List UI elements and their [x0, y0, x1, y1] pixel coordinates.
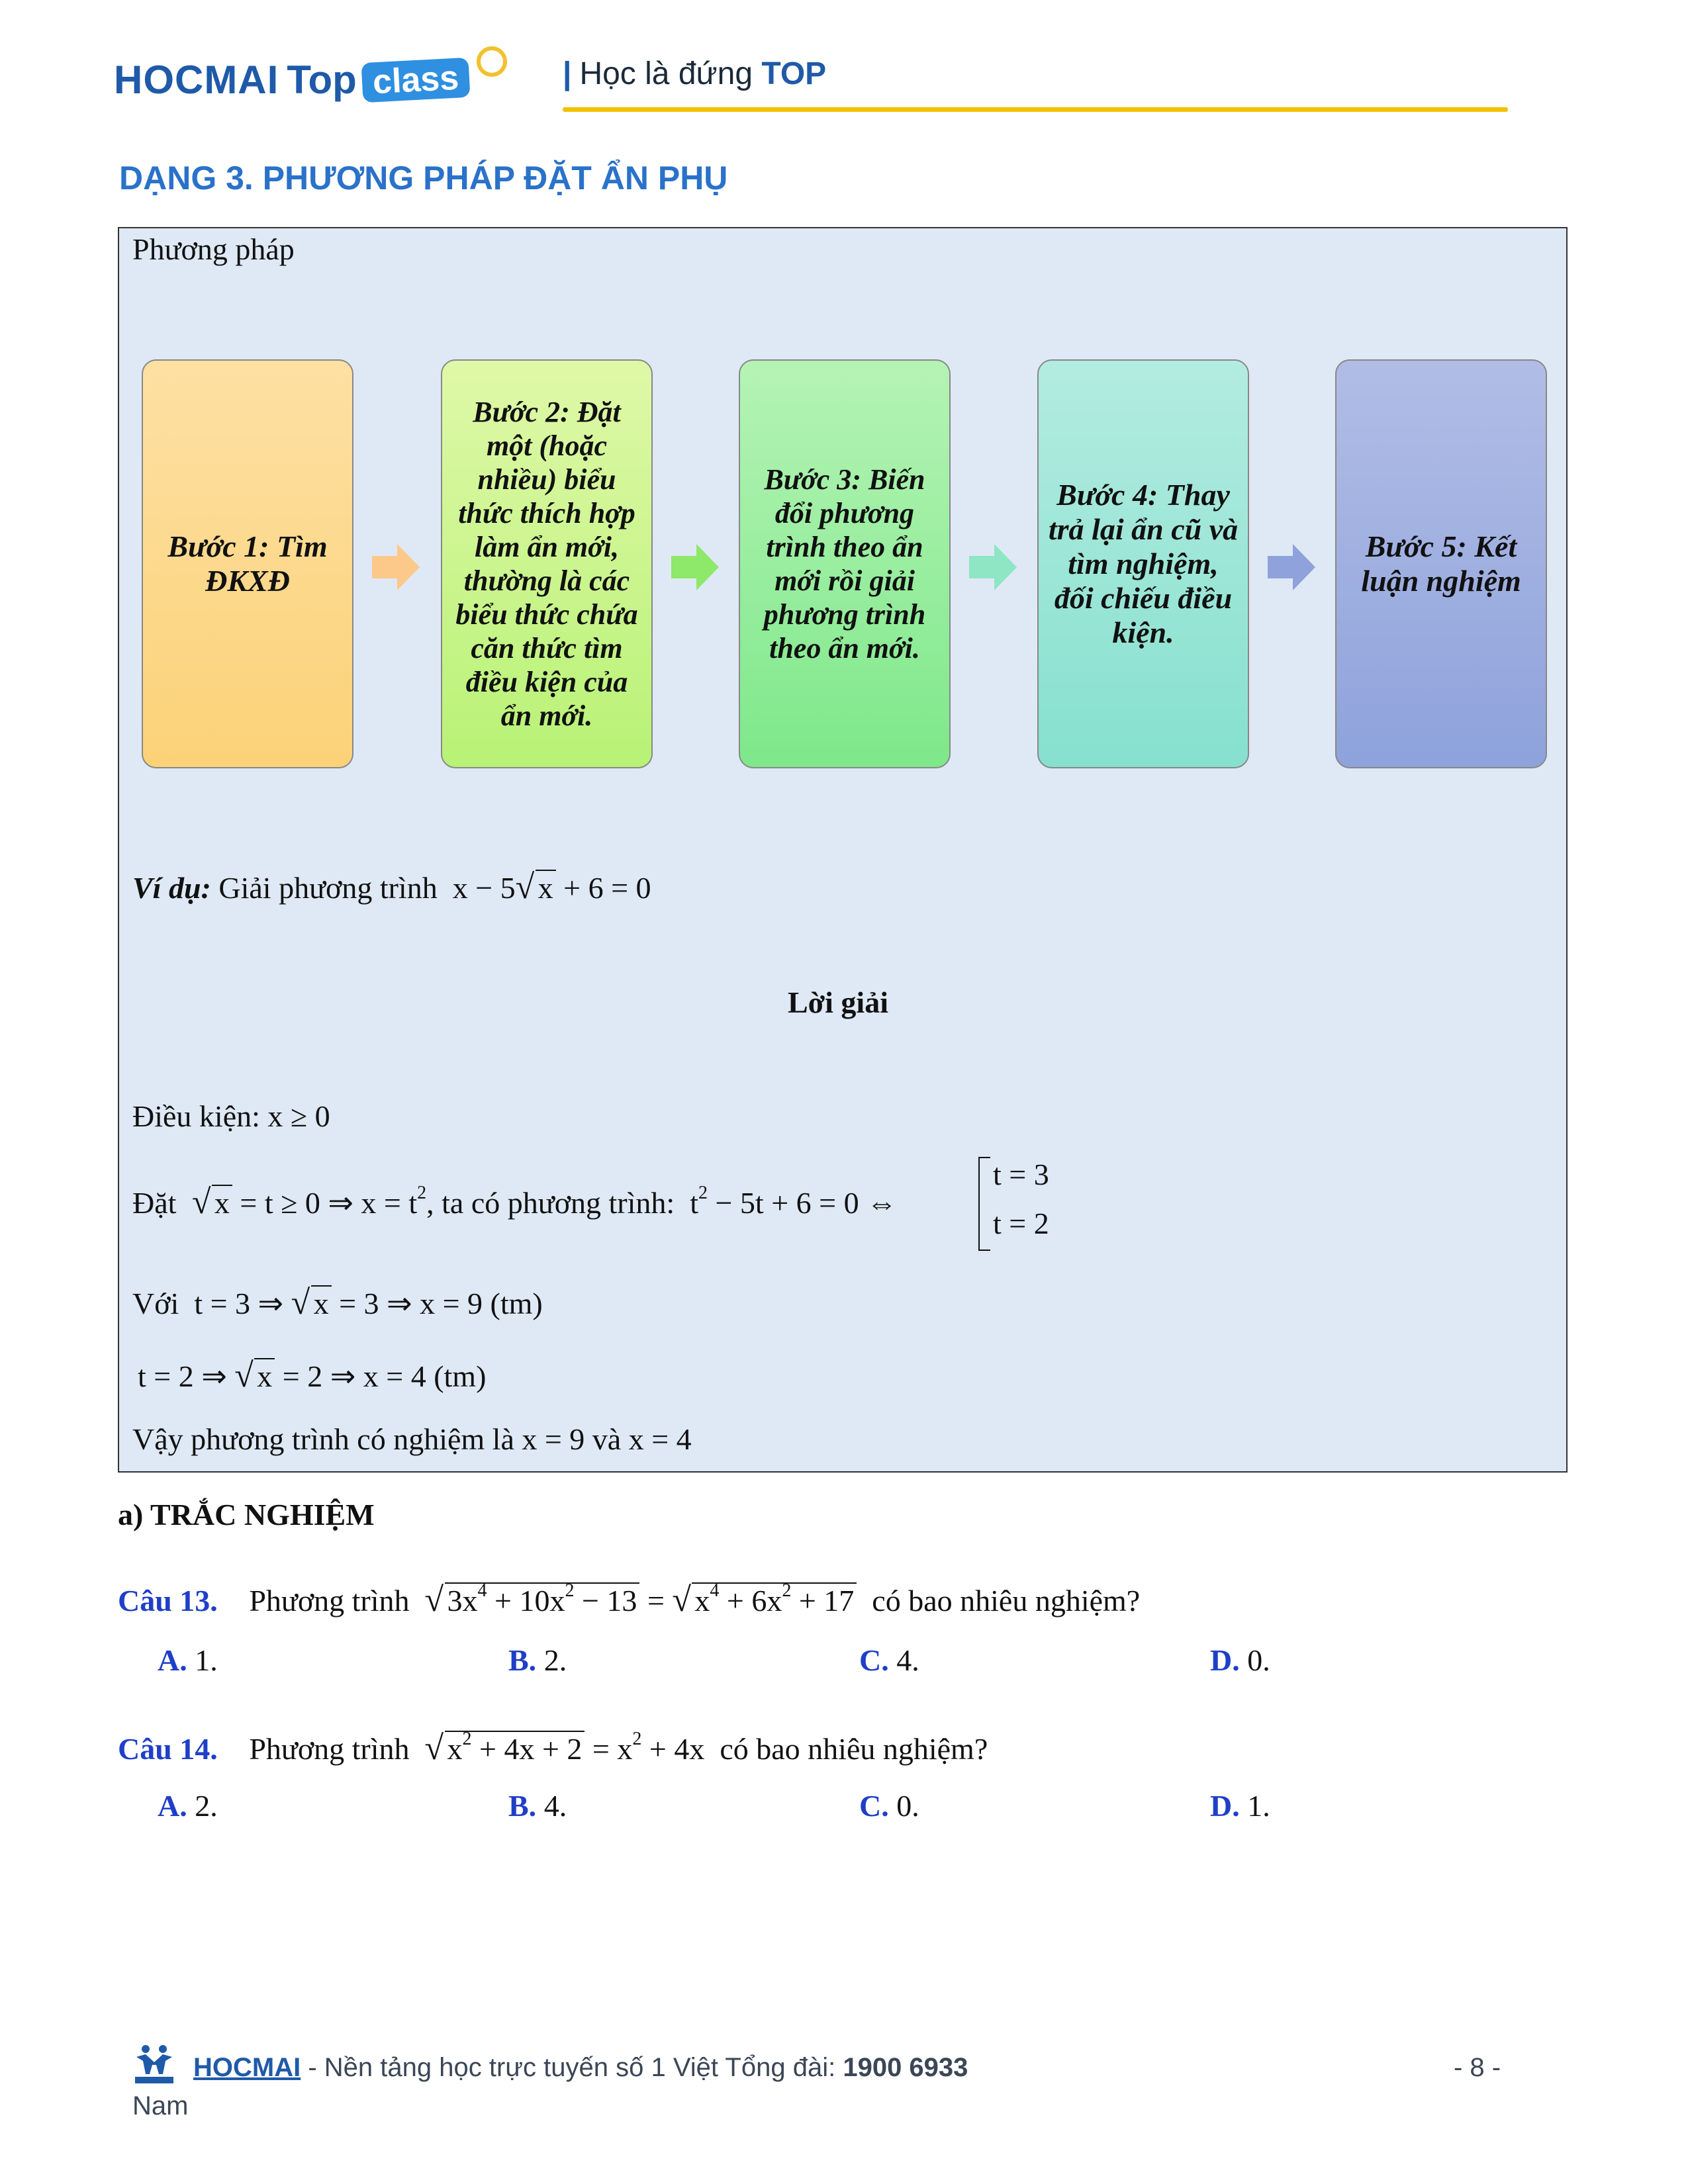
page-number: - 8 - [1454, 2053, 1501, 2082]
question-suffix: có bao nhiêu nghiệm? [872, 1584, 1141, 1617]
header-tagline [563, 56, 826, 92]
step-1-box [142, 359, 353, 768]
tagline-text: Học là đứng [579, 56, 753, 91]
question-suffix: có bao nhiêu nghiệm? [720, 1732, 988, 1766]
step-1-text: Bước 1: Tìm ĐKXĐ [167, 529, 328, 598]
brand-logo [114, 57, 469, 110]
step-5-text: Bước 5: Kết luận nghiệm [1361, 529, 1521, 598]
option-d[interactable]: D. 1. [1210, 1789, 1270, 1823]
quiz-heading: a) TRẮC NGHIỆM [118, 1498, 375, 1531]
condition-line: Điều kiện: x ≥ 0 [132, 1099, 330, 1133]
question-prefix: Phương trình [249, 1732, 410, 1766]
quadratic-equation: $t^2 - 5t + 6 = 0$ ⇔ [682, 1183, 898, 1220]
option-b[interactable]: B. 2. [508, 1643, 567, 1677]
footer-tagline: - Nền tảng học trực tuyến số 1 Việt Tổng đài: [301, 2053, 843, 2082]
step-2-text: Bước 2: Đặt một (hoặc nhiều) biểu thức thích hợp làm ẩn mới, thường là các biểu thức chứa căn thức tìm điều kiện của ẩn mới. [455, 396, 638, 732]
step-5-box [1335, 359, 1547, 768]
footer-text-line2: Nam [132, 2091, 189, 2120]
conclusion-line: Vậy phương trình có nghiệm là x = 9 và x = 4 [132, 1422, 692, 1456]
question-equation: √ $3x^4 + 10x^2 - 13$ = √ $x^4 + 6x^2 + 17$ [417, 1584, 865, 1617]
solution-title: Lời giải [788, 985, 888, 1019]
option-b[interactable]: B. 4. [508, 1789, 567, 1823]
header-underline [563, 107, 1508, 112]
tagline-separator: | [563, 56, 572, 91]
option-c[interactable]: C. 0. [859, 1789, 919, 1823]
option-a[interactable]: A. 2. [158, 1789, 218, 1823]
footer-logo-icon [132, 2044, 176, 2085]
with-label: Với [132, 1287, 179, 1320]
question-14 [118, 1731, 988, 1766]
step-4-text: Bước 4: Thay trả lại ẩn cũ và tìm nghiệm, đối chiếu điều kiện. [1048, 478, 1239, 649]
case-line-2: t = 2 ⇒ √ x = 2 ⇒ x = 4 (tm) [138, 1358, 486, 1394]
step-3-box [739, 359, 951, 768]
example-equation: x − 5√ x + 6 = 0 [445, 871, 651, 905]
case-t3: t = 3 [993, 1158, 1049, 1191]
option-d[interactable]: D. 0. [1210, 1643, 1270, 1677]
logo-top: Top [287, 58, 357, 102]
question-prefix: Phương trình [249, 1584, 410, 1617]
substitution-suffix: , ta có phương trình: [426, 1186, 675, 1220]
question-label: Câu 13. [118, 1584, 218, 1617]
example-text: Giải phương trình [218, 871, 438, 905]
footer-hotline: 1900 6933 [843, 2053, 968, 2082]
section-title: DẠNG 3. PHƯƠNG PHÁP ĐẶT ẨN PHỤ [119, 159, 728, 197]
method-label: Phương pháp [132, 232, 295, 266]
logo-class: class [361, 57, 470, 102]
tagline-top: TOP [761, 56, 827, 91]
sun-icon [477, 46, 507, 77]
logo-hocmai: HOCMAI [114, 58, 279, 102]
substitution-mid: = t ≥ 0 ⇒ x = t [240, 1186, 418, 1220]
case-t2: t = 2 [993, 1206, 1049, 1240]
question-13 [118, 1580, 1141, 1618]
option-c[interactable]: C. 4. [859, 1643, 919, 1677]
footer-text [193, 2053, 968, 2083]
substitution-prefix: Đặt [132, 1186, 177, 1220]
case-bracket [978, 1157, 990, 1251]
substitution-line: Đặt √ x = t ≥ 0 ⇒ $x = t^2$, ta có phương trình: $t^2 - 5t + 6 = 0$ ⇔ [132, 1185, 897, 1220]
step-4-box [1037, 359, 1249, 768]
option-a[interactable]: A. 1. [158, 1643, 218, 1677]
step-3-text: Bước 3: Biến đổi phương trình theo ẩn mới rồi giải phương trình theo ẩn mới. [763, 463, 926, 664]
question-equation: √ $x^2 + 4x + 2 = x^2 + 4x$ [417, 1732, 712, 1766]
step-2-box [441, 359, 653, 768]
example-line [132, 870, 651, 905]
footer-brand-link[interactable]: HOCMAI [193, 2053, 301, 2082]
case-line-1: Với t = 3 ⇒ √ x = 3 ⇒ x = 9 (tm) [132, 1285, 543, 1321]
example-label: Ví dụ: [132, 871, 211, 905]
question-label: Câu 14. [118, 1732, 218, 1766]
